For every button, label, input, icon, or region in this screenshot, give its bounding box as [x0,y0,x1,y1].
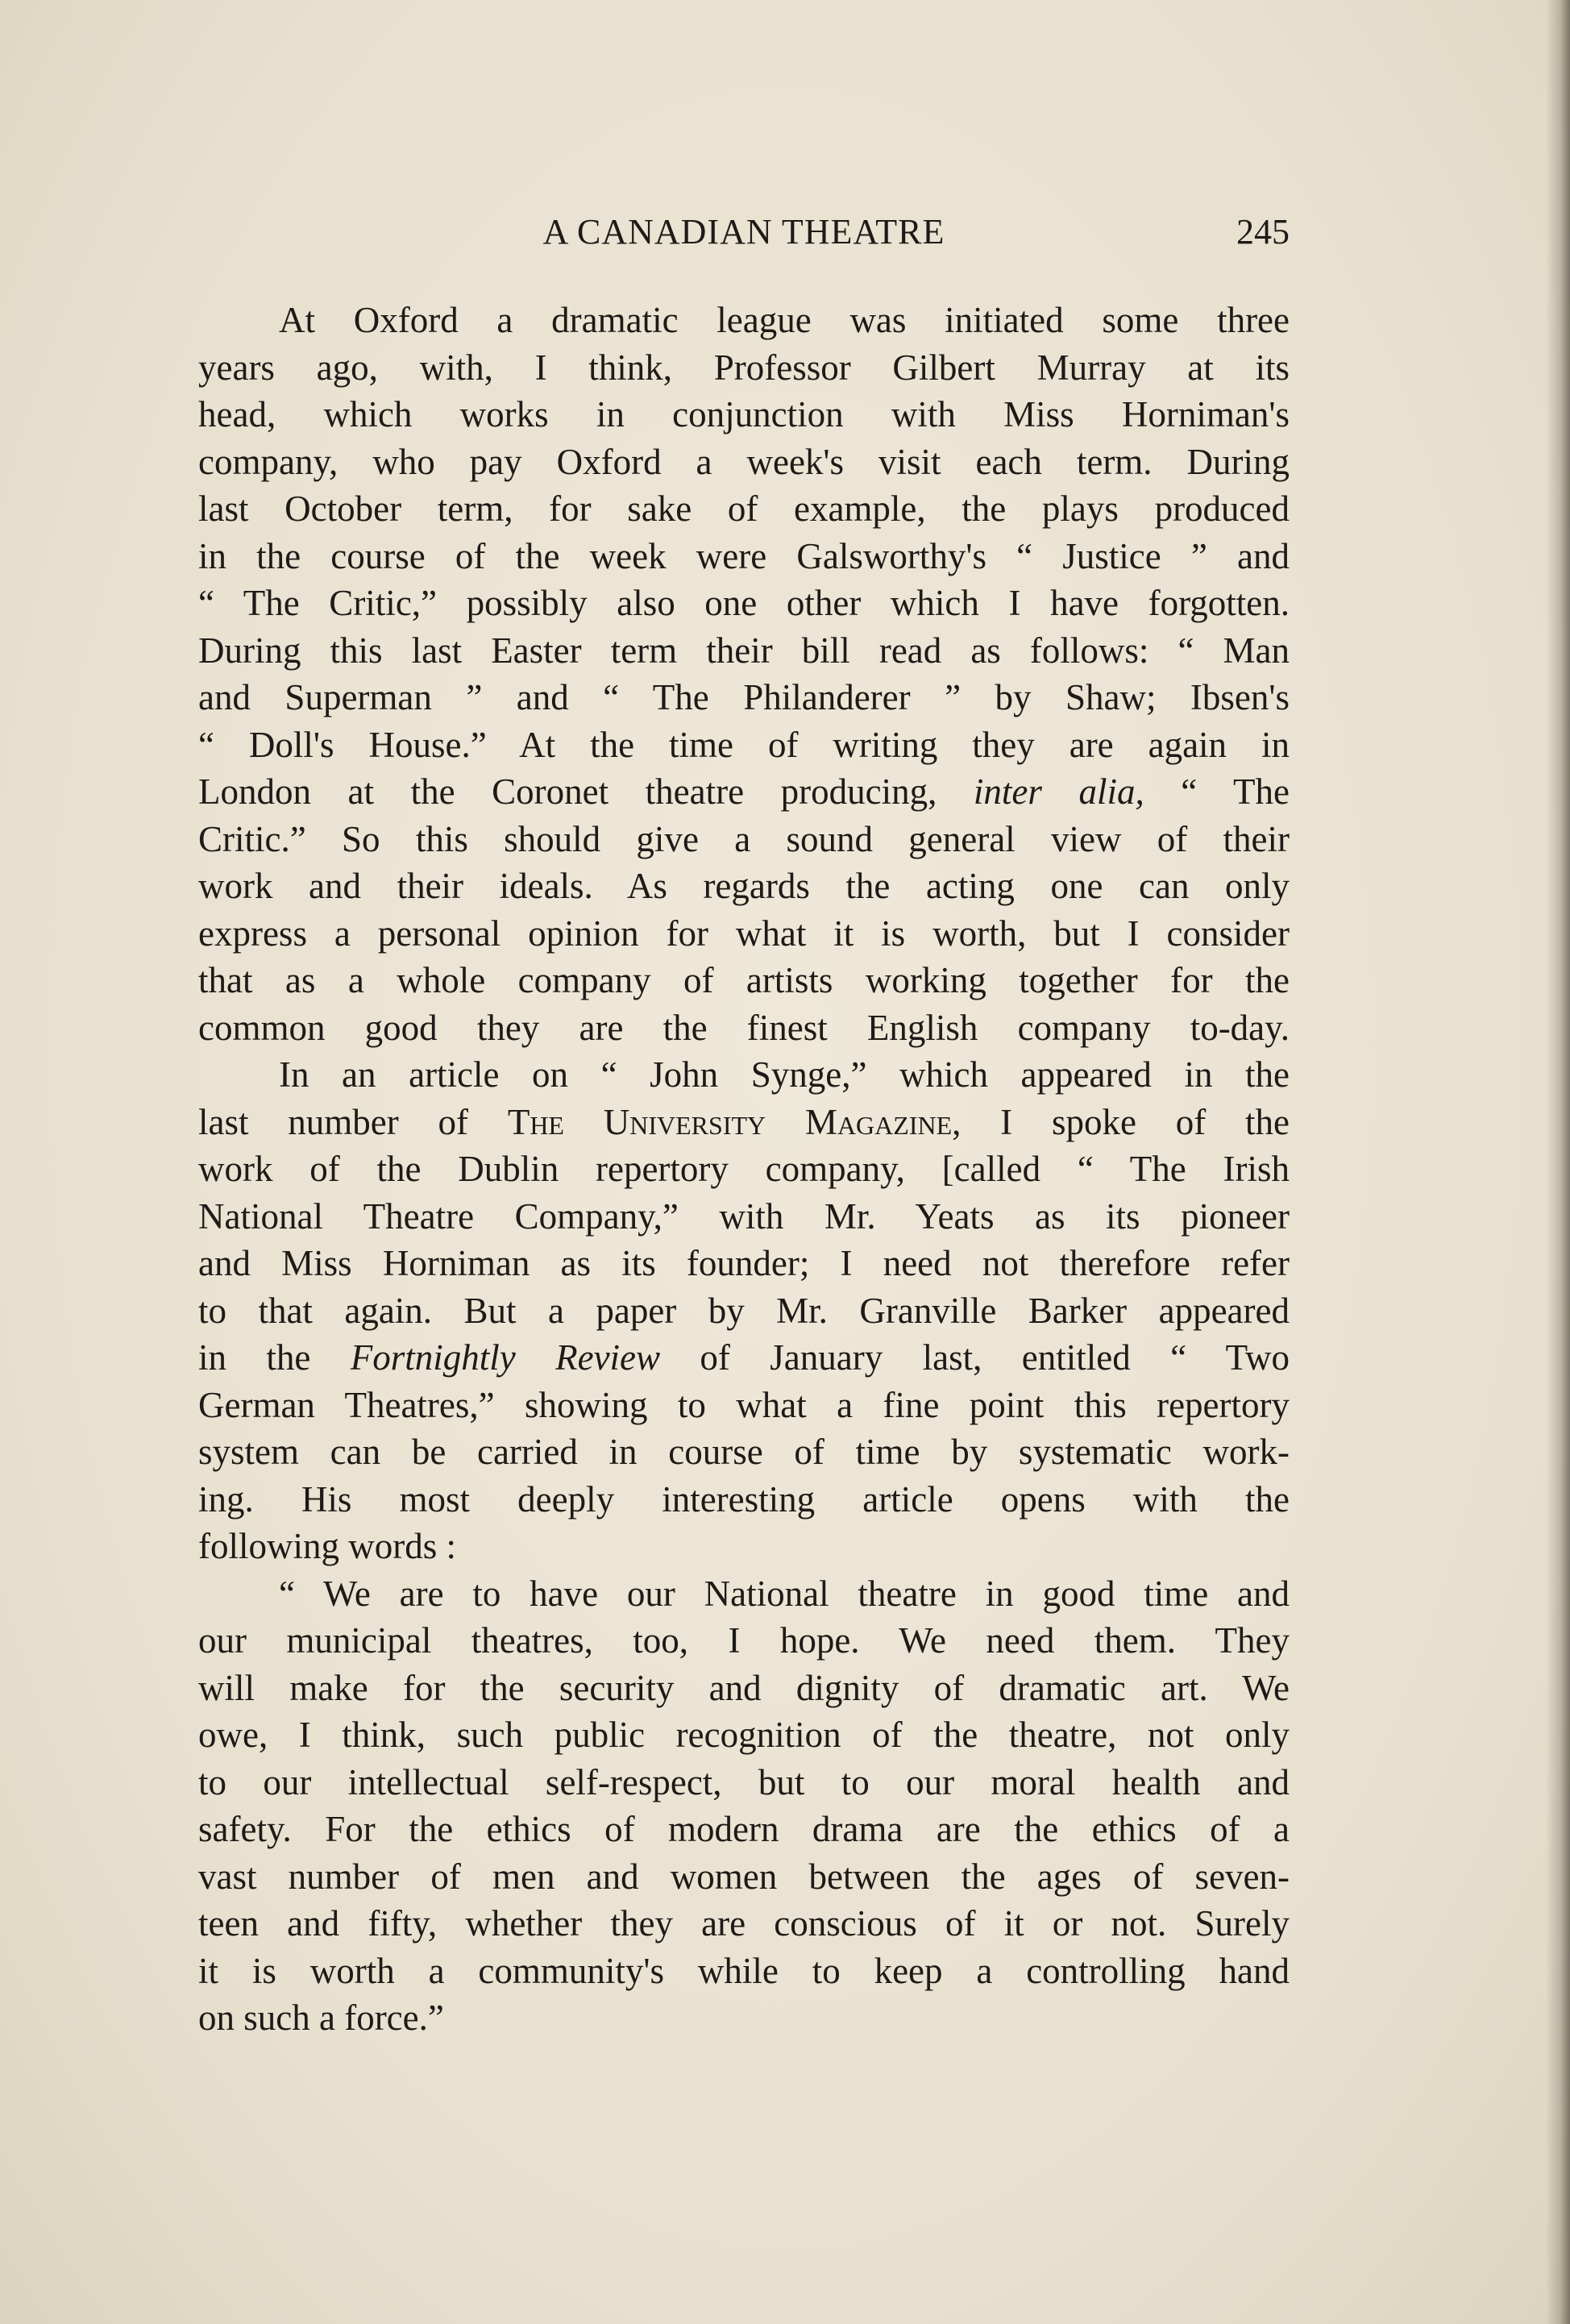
review-title: Fortnightly Review [350,1337,661,1378]
text-line: to our intellectual self-respect, but to our moral health and [198,1761,1290,1802]
text-line: to that again. But a paper by Mr. Granville Barker appeared [198,1290,1290,1331]
text-line: and Miss Horniman as its founder; I need not therefore refer [198,1243,1290,1283]
text-line: and Superman ” and “ The Philanderer ” by Shaw; Ibsen's [198,677,1290,717]
text-line: London at the Coronet theatre producing, inter alia, “ The [198,771,1290,812]
page-header [198,211,1290,268]
paragraph-3-quotation [198,1570,1290,2042]
text-line: In an article on “ John Synge,” which appeared in the [279,1054,1290,1095]
text-line: safety. For the ethics of modern drama are the ethics of a [198,1809,1290,1849]
paragraph-1 [198,297,1290,1051]
text-line: company, who pay Oxford a week's visit each term. During [198,441,1290,482]
magazine-title: The University Magazine [507,1101,953,1142]
paragraph-2 [198,1051,1290,1570]
text-line: express a personal opinion for what it is worth, but I consider [198,913,1290,954]
text-line: years ago, with, I think, Professor Gilbert Murray at its [198,347,1290,388]
text-line: our municipal theatres, too, I hope. We need them. They [198,1620,1290,1661]
text-line: last number of The University Magazine, I spoke of the [198,1101,1290,1142]
text-line: Critic.” So this should give a sound general view of their [198,818,1290,859]
text-line: in the course of the week were Galsworthy's “ Justice ” and [198,535,1290,576]
text-line: in the Fortnightly Review of January last, entitled “ Two [198,1337,1290,1378]
text-line: “ The Critic,” possibly also one other which I have forgotten. [198,583,1290,623]
text-line: At Oxford a dramatic league was initiated some three [279,300,1290,340]
text-line: it is worth a community's while to keep a controlling hand [198,1950,1290,1991]
text-line: During this last Easter term their bill read as follows: “ Man [198,630,1290,671]
text-line: system can be carried in course of time by systematic work- [198,1432,1290,1472]
text-line: “ We are to have our National theatre in good time and [279,1573,1290,1614]
text-line: that as a whole company of artists working together for the [198,960,1290,1000]
text-line: vast number of men and women between the ages of seven- [198,1856,1290,1897]
italic-phrase: inter alia, [973,771,1144,812]
text-line: last October term, for sake of example, the plays produced [198,488,1290,529]
running-title: A CANADIAN THEATRE [542,212,945,252]
text-line: National Theatre Company,” with Mr. Yeats as its pioneer [198,1195,1290,1237]
text-line: common good they are the finest English company to-day. [198,1007,1290,1048]
text-line: following words : [198,1526,456,1566]
text-line: head, which works in conjunction with Miss Horniman's [198,394,1290,434]
text-line: will make for the security and dignity of dramatic art. We [198,1667,1290,1708]
text-line: owe, I think, such public recognition of the theatre, not only [198,1715,1290,1755]
text-line: “ Doll's House.” At the time of writing they are again in [198,724,1290,765]
text-line: German Theatres,” showing to what a fine point this repertory [198,1384,1290,1425]
text-line: work of the Dublin repertory company, [called “ The Irish [198,1149,1290,1189]
text-line: ing. His most deeply interesting article opens with the [198,1478,1290,1520]
text-line: on such a force.” [198,1998,444,2038]
page-number: 245 [1236,212,1290,252]
page-edge-shadow [1546,0,1570,2324]
body-text [198,297,1290,2042]
text-line: work and their ideals. As regards the acting one can only [198,866,1290,906]
text-line: teen and fifty, whether they are conscious of it or not. Surely [198,1903,1290,1944]
